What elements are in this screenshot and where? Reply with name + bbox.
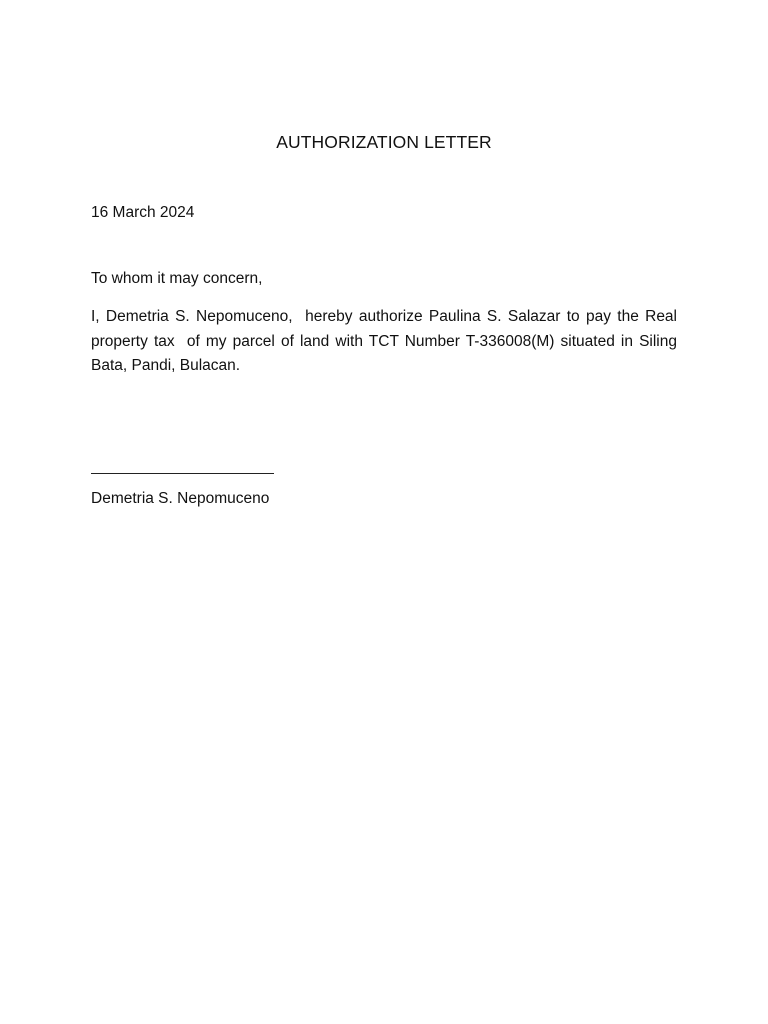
- letter-body: I, Demetria S. Nepomuceno, hereby authorize Paulina S. Salazar to pay the Real property tax of my parcel of land with TCT Number T-336008(M) situated in Siling Bata, Pandi, Bulacan.: [91, 308, 682, 374]
- letter-date: 16 March 2024: [91, 204, 195, 221]
- signatory-name: Demetria S. Nepomuceno: [91, 490, 270, 507]
- signature-line: [91, 473, 274, 474]
- letter-salutation: To whom it may concern,: [91, 270, 263, 287]
- letter-title: AUTHORIZATION LETTER: [276, 132, 492, 152]
